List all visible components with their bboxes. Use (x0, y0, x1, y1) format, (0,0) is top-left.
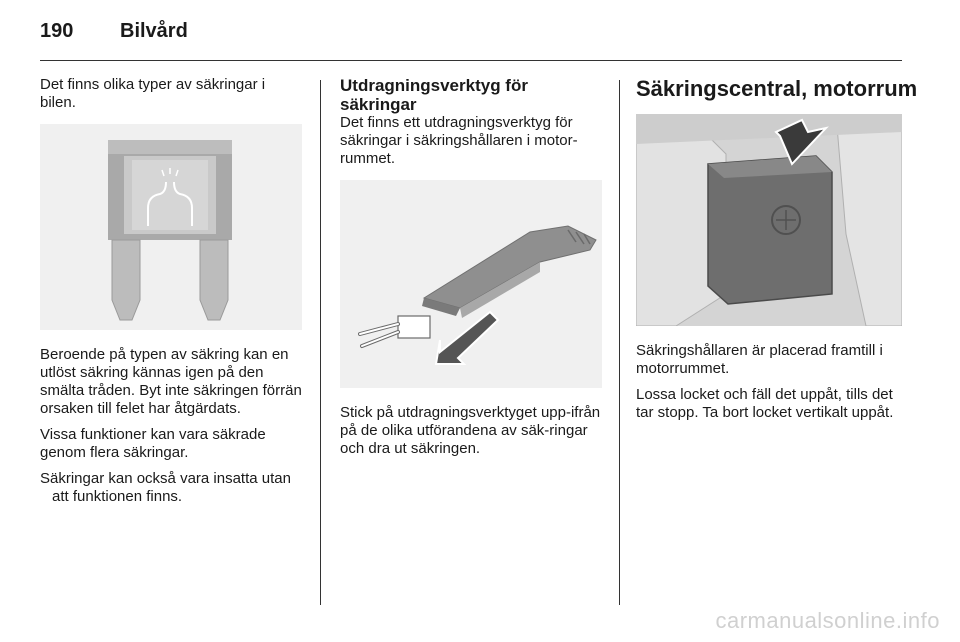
column-fuse-types (40, 76, 305, 514)
fuse-extractor-icon (340, 180, 602, 388)
body-paragraph: Säkringar kan också vara insatta utan att funktionen finns. (40, 470, 291, 505)
page-header (40, 18, 902, 61)
fuse-illustration (40, 124, 302, 330)
page-number: 190 (40, 20, 74, 42)
extractor-illustration (340, 180, 602, 388)
fuse-box-heading: Säkringscentral, motorrum (636, 76, 918, 101)
column-fuse-extractor (340, 76, 605, 466)
section-title: Bilvård (120, 20, 188, 42)
fuse-box-paragraph: Säkringshållaren är placerad framtill i motorrummet. (636, 342, 883, 377)
extractor-intro: Det finns ett utdragningsverktyg för säkringar i säkringshållaren i motor-rummet. (340, 114, 578, 167)
fuse-box-icon (636, 114, 902, 326)
extractor-heading: Utdragningsverktyg för säkringar (340, 76, 528, 114)
column-divider (619, 80, 620, 605)
column-fuse-box (636, 76, 918, 430)
fuse-box-paragraph: Lossa locket och fäll det uppåt, tills det tar stopp. Ta bort locket vertikalt uppåt. (636, 386, 894, 421)
body-paragraph: Beroende på typen av säkring kan en utlöst säkring kännas igen på den smälta tråden. Byt inte säkringen förrän orsaken till felet har åtgärdats. (40, 346, 302, 417)
intro-text: Det finns olika typer av säkringar i bilen. (40, 76, 266, 111)
column-divider (320, 80, 321, 605)
extractor-caption: Stick på utdragningsverktyget upp-ifrån på de olika utförandena av säk-ringar och dra ut säkringen. (340, 404, 601, 457)
body-paragraph: Vissa funktioner kan vara säkrade genom flera säkringar. (40, 426, 266, 461)
blown-fuse-icon (40, 124, 302, 330)
watermark: carmanualsonline.info (715, 608, 940, 633)
engine-fuse-box-photo (636, 114, 902, 326)
